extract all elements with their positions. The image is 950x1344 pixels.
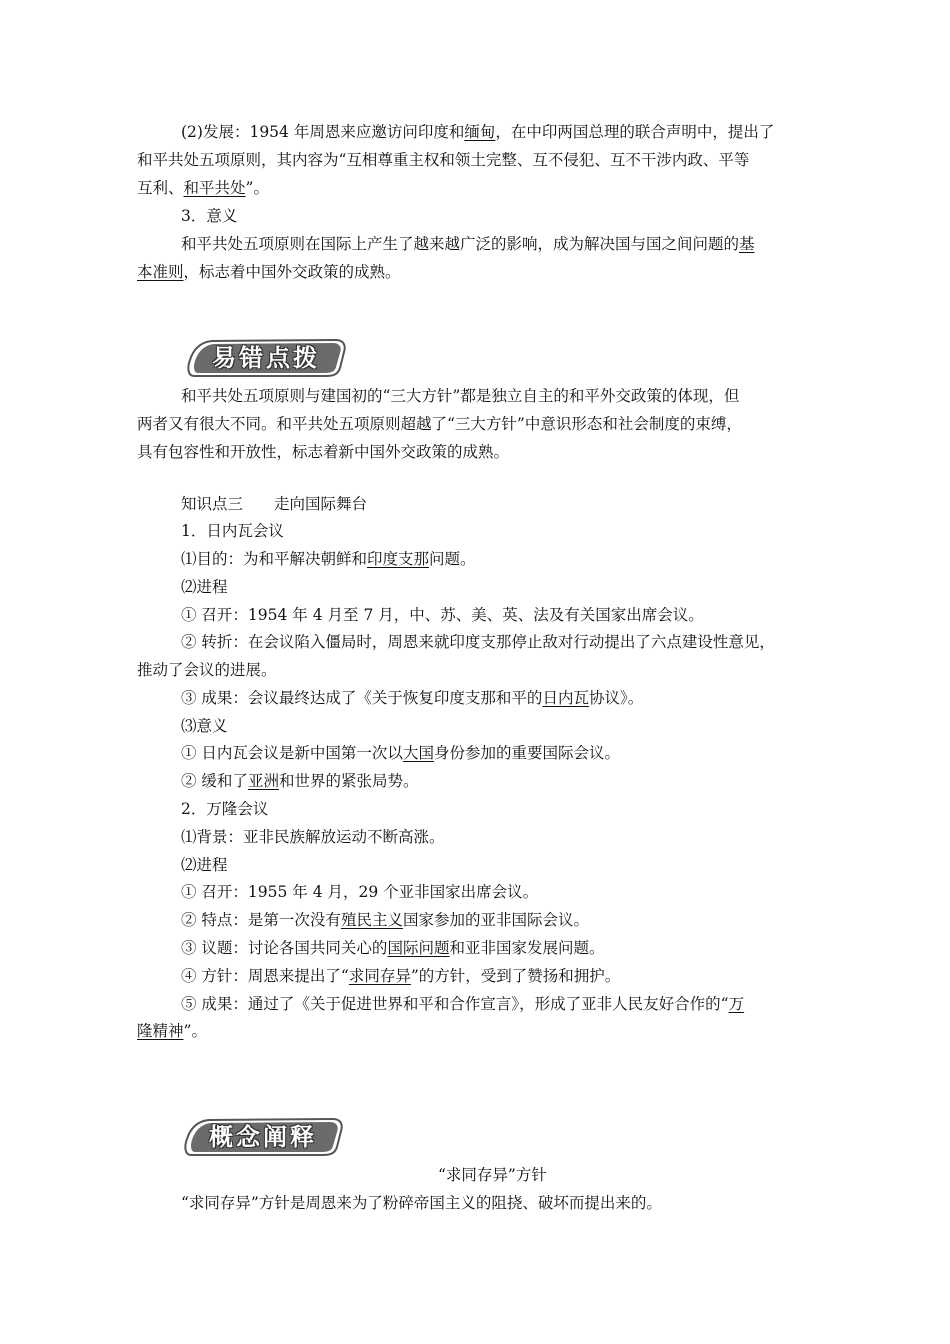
bandung-title: 2．万隆会议 [181,800,269,818]
badge-label: 概念阐释 [209,1123,317,1151]
text: ，标志着中国外交政策的成熟。 [183,263,401,281]
text: 和世界的紧张局势。 [278,772,419,790]
geneva-significance-1 [181,743,620,763]
bandung-process-5-line-2 [137,1021,207,1041]
text: 身份参加的重要国际会议。 [433,744,620,762]
text: 国家参加的亚非国际会议。 [402,911,589,929]
geneva-significance: ⑶意义 [181,717,228,735]
underlined-term: 殖民主义 [340,911,403,929]
text: 和平共处五项原则在国际上产生了越来越广泛的影响，成为解决国与国之间问题的 [181,235,740,253]
development-line-3 [137,178,269,198]
bandung-process-2 [181,910,589,930]
geneva-significance-2 [181,771,418,791]
underlined-term: 隆精神 [137,1022,184,1040]
text: 和亚非国家发展问题。 [449,939,605,957]
tip-line-2: 两者又有很大不同。和平共处五项原则超越了“三大方针”中意识形态和社会制度的束缚， [137,415,742,433]
underlined-term: 大国 [402,744,434,762]
text: ④ 方针：周恩来提出了“ [181,967,349,985]
geneva-process-1: ① 召开：1954 年 4 月至 7 月，中、苏、美、英、法及有关国家出席会议。 [181,606,704,624]
geneva-purpose [181,549,476,569]
text: ③ 议题：讨论各国共同关心的 [181,939,388,957]
bandung-process-1: ① 召开：1955 年 4 月，29 个亚非国家出席会议。 [181,883,539,901]
geneva-title: 1．日内瓦会议 [181,522,284,540]
text: ② 特点：是第一次没有 [181,911,341,929]
significance-line-2 [137,262,401,282]
bandung-process-4 [181,966,620,986]
text: 互利、 [137,179,184,197]
tip-line-1: 和平共处五项原则与建国初的“三大方针”都是独立自主的和平外交政策的体现，但 [181,387,740,405]
underlined-term: 和平共处 [183,179,246,197]
underlined-term: 求同存异 [348,967,411,985]
text: ，在中印两国总理的联合声明中，提出了 [495,123,775,141]
underlined-term: 基 [739,235,755,253]
bandung-process-3 [181,938,604,958]
bandung-process: ⑵进程 [181,856,228,874]
text: ② 缓和了 [181,772,248,790]
badge-label: 易错点拨 [212,344,320,372]
underlined-term: 本准则 [137,263,184,281]
text: 协议》。 [588,689,644,707]
text: 问题。 [429,550,476,568]
significance-heading: 3．意义 [181,207,238,225]
significance-line-1 [181,234,755,254]
text: ⑤ 成果：通过了《关于促进世界和平和合作宣言》，形成了亚非人民友好合作的“ [181,995,729,1013]
text: ① 日内瓦会议是新中国第一次以 [181,744,403,762]
geneva-process: ⑵进程 [181,578,228,596]
underlined-term: 日内瓦 [542,689,589,707]
underlined-term: 印度支那 [367,550,430,568]
underlined-term: 国际问题 [387,939,450,957]
geneva-process-2-line-2: 推动了会议的进展。 [137,661,277,679]
concept-title: “求同存异”方针 [438,1166,547,1184]
tip-line-3: 具有包容性和开放性，标志着新中国外交政策的成熟。 [137,443,510,461]
text: ”的方针，受到了赞扬和拥护。 [410,967,621,985]
tip-section-badge [186,338,346,378]
text: (2)发展：1954 年周恩来应邀访问印度和 [181,123,465,141]
concept-section-badge [183,1117,343,1157]
bandung-background: ⑴背景：亚非民族解放运动不断高涨。 [181,828,445,846]
section-heading: 知识点三 走向国际舞台 [181,495,368,513]
text: ”。 [183,1022,207,1040]
text: ”。 [245,179,269,197]
geneva-process-2-line-1: ② 转折：在会议陷入僵局时，周恩来就印度支那停止敌对行动提出了六点建设性意见， [181,633,775,651]
bandung-process-5-line-1 [181,994,744,1014]
development-line-2: 和平共处五项原则，其内容为“互相尊重主权和领土完整、互不侵犯、互不干涉内政、平等 [137,151,750,169]
text: ⑴目的：为和平解决朝鲜和 [181,550,368,568]
underlined-term: 万 [728,995,745,1013]
underlined-term: 缅甸 [464,123,496,141]
text: ③ 成果：会议最终达成了《关于恢复印度支那和平的 [181,689,543,707]
underlined-term: 亚洲 [247,772,279,790]
concept-text: “求同存异”方针是周恩来为了粉碎帝国主义的阻挠、破坏而提出来的。 [181,1194,662,1212]
geneva-process-3 [181,688,643,708]
development-line-1 [181,122,774,142]
